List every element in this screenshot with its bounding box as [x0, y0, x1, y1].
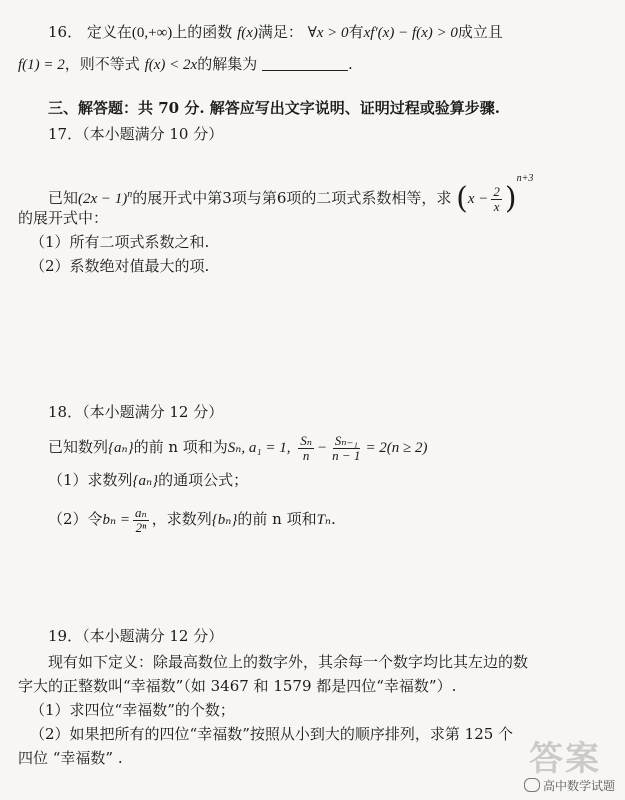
- q18-text: ，求数列: [151, 510, 212, 528]
- q16-text: 的解集为: [197, 55, 258, 73]
- q16-text: 成立且: [457, 23, 503, 41]
- q16-number: 16．: [48, 23, 83, 41]
- frac-den: 2ⁿ: [135, 519, 147, 535]
- q18-bn: bₙ =: [102, 512, 130, 528]
- q18-line-1: [48, 432, 428, 463]
- q17-text: 已知: [48, 189, 79, 207]
- q18-part-1: [48, 470, 248, 491]
- q16-line-1: [48, 22, 503, 43]
- q16-ineq: f(x) < 2x: [144, 57, 198, 73]
- q16-fx: f(x): [237, 25, 258, 41]
- q16-cond-b: xf′(x) − f(x) > 0: [363, 25, 458, 41]
- q16-text: 有: [348, 23, 364, 41]
- q16-text: 满足：: [257, 23, 303, 41]
- frac-den: n − 1: [332, 447, 361, 463]
- q17-header: 17．（本小题满分 10 分）: [48, 125, 224, 143]
- q18-fraction-1: [298, 434, 314, 463]
- q17-line-2: 的展开式中：: [18, 209, 109, 227]
- q18-text: 的前 n 项和为: [133, 438, 228, 456]
- q17-exp2: n+3: [516, 173, 534, 184]
- q18-seq: {aₙ}: [132, 473, 159, 489]
- q18-text: （1）求数列: [48, 471, 133, 489]
- paren-right: ): [504, 181, 517, 216]
- answer-blank: [262, 56, 348, 71]
- q18-tn: Tₙ: [316, 512, 331, 528]
- q16-text: ，则不等式: [64, 55, 140, 73]
- frac-num: Sₙ: [300, 432, 313, 448]
- q17-expr1: (2x − 1): [78, 191, 128, 207]
- q19-part-2: （2）如果把所有的四位“幸福数”按照从小到大的顺序排列，求第 125 个: [30, 725, 514, 743]
- q18-minus: −: [317, 440, 328, 456]
- q16-end: .: [347, 55, 353, 73]
- q16-text: 上的函数: [172, 23, 233, 41]
- q19-line-5: 四位 “幸福数” .: [18, 749, 123, 767]
- paren-left: (: [456, 181, 468, 216]
- q18-seq: {aₙ}: [108, 440, 134, 456]
- q19-line-1: 现有如下定义：除最高数位上的数字外，其余每一个数字均比其左边的数: [48, 653, 529, 671]
- q16-f1: f(1) = 2: [18, 57, 65, 73]
- frac-den: x: [493, 198, 500, 214]
- q19-part-1: （1）求四位“幸福数”的个数；: [30, 701, 235, 719]
- q17-exp1: n: [127, 189, 133, 200]
- q17-fraction: [491, 185, 502, 214]
- q17-part-1: （1）所有二项式系数之和.: [30, 233, 210, 251]
- q16-text: 定义在: [86, 23, 132, 41]
- q17-expr2: x −: [467, 191, 489, 207]
- q17-line-1: [48, 164, 533, 214]
- q18-text: 的通项公式；: [158, 471, 249, 489]
- frac-num: Sₙ₋₁: [334, 432, 358, 448]
- q17-part-2: （2）系数绝对值最大的项.: [30, 257, 210, 275]
- q18-part-2: [48, 504, 336, 535]
- q18-seq: {bₙ}: [211, 512, 238, 528]
- q18-text: 的前 n 项和: [237, 510, 317, 528]
- q18-fraction-2: [330, 434, 362, 463]
- wechat-icon: [524, 778, 540, 792]
- q19-line-2: 字大的正整数叫“幸福数”（如 3467 和 1579 都是四位“幸福数”）.: [18, 677, 457, 695]
- q18-header: 18．（本小题满分 12 分）: [48, 403, 224, 421]
- frac-den: n: [302, 447, 310, 463]
- section-title: 三、解答题：共 70 分. 解答应写出文字说明、证明过程或验算步骤.: [48, 99, 500, 117]
- watermark-stamp: 答案: [529, 739, 601, 779]
- q16-line-2: [18, 54, 353, 75]
- q18-text: .: [331, 510, 336, 528]
- watermark-text: 高中数学试题: [542, 779, 615, 793]
- frac-num: aₙ: [135, 504, 147, 520]
- q18-fraction-3: [133, 506, 149, 535]
- q18-sn: Sₙ, a₁ = 1,: [227, 440, 291, 456]
- q18-rhs: = 2(n ≥ 2): [365, 440, 428, 456]
- frac-num: 2: [493, 183, 500, 199]
- q18-text: （2）令: [48, 510, 103, 528]
- q17-text: 的展开式中第3项与第6项的二项式系数相等，求: [132, 189, 452, 207]
- q19-header: 19．（本小题满分 12 分）: [48, 627, 224, 645]
- q16-cond-a: ∀x > 0: [307, 25, 349, 41]
- q16-interval: (0,+∞): [131, 25, 173, 41]
- watermark: [524, 777, 615, 794]
- q18-text: 已知数列: [48, 438, 109, 456]
